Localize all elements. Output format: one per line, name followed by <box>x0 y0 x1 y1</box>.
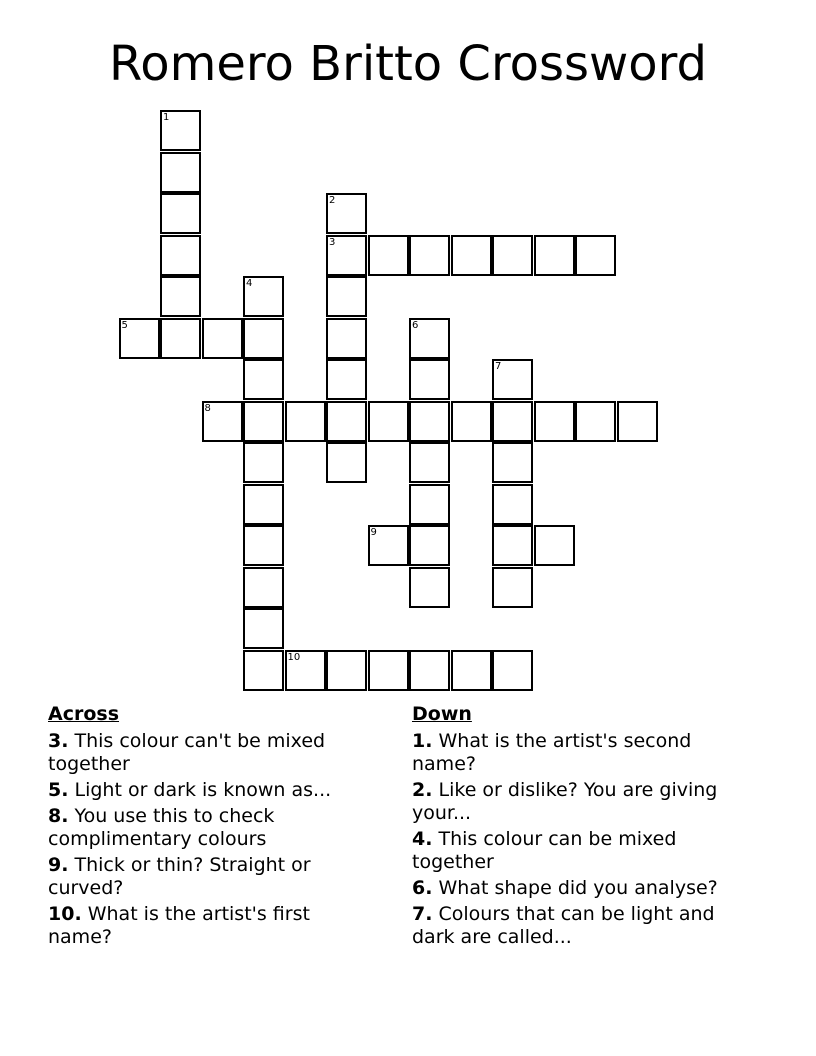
down-heading: Down <box>412 703 472 725</box>
across-heading: Across <box>48 703 120 725</box>
crossword-cell[interactable] <box>243 359 284 400</box>
clue-item <box>48 854 378 900</box>
crossword-cell[interactable] <box>119 318 160 359</box>
clue-item <box>412 730 752 776</box>
crossword-cell[interactable] <box>409 401 450 442</box>
clue-text: This colour can be mixed together <box>412 828 677 873</box>
clue-number: 2. <box>412 779 433 801</box>
crossword-cell[interactable] <box>326 318 367 359</box>
clue-text: This colour can't be mixed together <box>48 730 326 775</box>
crossword-cell[interactable] <box>409 525 450 566</box>
clue-text: What is the artist's second name? <box>412 730 692 775</box>
crossword-cell[interactable] <box>492 567 533 608</box>
crossword-cell[interactable] <box>202 401 243 442</box>
cell-number: 8 <box>204 402 211 414</box>
crossword-cell[interactable] <box>160 235 201 276</box>
crossword-cell[interactable] <box>575 401 616 442</box>
crossword-cell[interactable] <box>409 567 450 608</box>
crossword-cell[interactable] <box>534 525 575 566</box>
crossword-cell[interactable] <box>285 401 326 442</box>
crossword-cell[interactable] <box>492 235 533 276</box>
clue-text: What shape did you analyse? <box>438 877 718 899</box>
clue-item <box>412 903 752 949</box>
clue-text: Colours that can be light and dark are called... <box>412 903 715 948</box>
clue-number: 6. <box>412 877 433 899</box>
crossword-cell[interactable] <box>326 359 367 400</box>
clue-number: 8. <box>48 805 69 827</box>
cell-number: 7 <box>495 361 502 372</box>
clue-item <box>48 730 378 776</box>
clue-text: What is the artist's first name? <box>48 903 310 948</box>
crossword-cell[interactable] <box>285 650 326 691</box>
crossword-cell[interactable] <box>451 401 492 442</box>
crossword-cell[interactable] <box>617 401 658 442</box>
clue-item <box>48 779 378 802</box>
clue-number: 4. <box>412 828 433 850</box>
crossword-cell[interactable] <box>326 276 367 317</box>
clue-item <box>412 779 752 825</box>
crossword-cell[interactable] <box>492 401 533 442</box>
clue-number: 5. <box>48 779 69 801</box>
crossword-cell[interactable] <box>243 401 284 442</box>
crossword-cell[interactable] <box>409 318 450 359</box>
crossword-cell[interactable] <box>243 276 284 317</box>
cell-number: 5 <box>121 319 128 331</box>
clue-number: 10. <box>48 903 82 925</box>
clue-text: Thick or thin? Straight or curved? <box>48 854 311 899</box>
clue-text: Like or dislike? You are giving your... <box>412 779 718 824</box>
crossword-cell[interactable] <box>451 650 492 691</box>
clue-number: 1. <box>412 730 433 752</box>
crossword-cell[interactable] <box>326 235 367 276</box>
crossword-cell[interactable] <box>160 318 201 359</box>
crossword-cell[interactable] <box>492 484 533 525</box>
crossword-cell[interactable] <box>326 650 367 691</box>
clue-text: You use this to check complimentary colours <box>48 805 275 850</box>
crossword-cell[interactable] <box>160 193 201 234</box>
crossword-cell[interactable] <box>492 650 533 691</box>
crossword-cell[interactable] <box>326 193 367 234</box>
crossword-cell[interactable] <box>202 318 243 359</box>
clue-text: Light or dark is known as... <box>74 779 332 801</box>
crossword-cell[interactable] <box>575 235 616 276</box>
crossword-cell[interactable] <box>409 650 450 691</box>
crossword-cell[interactable] <box>243 608 284 649</box>
clue-number: 9. <box>48 854 69 876</box>
cell-number: 9 <box>370 527 377 538</box>
crossword-cell[interactable] <box>534 401 575 442</box>
cell-number: 3 <box>329 236 336 248</box>
cell-number: 10 <box>287 651 301 663</box>
clue-number: 7. <box>412 903 433 925</box>
clue-number: 3. <box>48 730 69 752</box>
across-clues <box>48 703 378 952</box>
clue-item <box>48 903 378 949</box>
crossword-cell[interactable] <box>368 650 409 691</box>
page-title: Romero Britto Crossword <box>109 36 707 92</box>
crossword-cell[interactable] <box>243 442 284 483</box>
crossword-cell[interactable] <box>326 401 367 442</box>
crossword-cell[interactable] <box>451 235 492 276</box>
clue-item <box>412 828 752 874</box>
crossword-cell[interactable] <box>492 525 533 566</box>
crossword-cell[interactable] <box>243 318 284 359</box>
crossword-cell[interactable] <box>243 484 284 525</box>
clue-item <box>48 805 378 851</box>
crossword-cell[interactable] <box>243 525 284 566</box>
crossword-cell[interactable] <box>409 484 450 525</box>
crossword-cell[interactable] <box>160 110 201 151</box>
cell-number: 4 <box>246 278 253 289</box>
crossword-cell[interactable] <box>368 401 409 442</box>
cell-number: 2 <box>329 195 336 206</box>
crossword-cell[interactable] <box>409 442 450 483</box>
clue-item <box>412 877 752 900</box>
crossword-cell[interactable] <box>409 235 450 276</box>
crossword-cell[interactable] <box>368 235 409 276</box>
crossword-cell[interactable] <box>534 235 575 276</box>
crossword-cell[interactable] <box>160 276 201 317</box>
crossword-cell[interactable] <box>409 359 450 400</box>
crossword-cell[interactable] <box>492 359 533 400</box>
crossword-cell[interactable] <box>492 442 533 483</box>
down-clues <box>412 703 752 952</box>
crossword-cell[interactable] <box>368 525 409 566</box>
crossword-cell[interactable] <box>326 442 367 483</box>
crossword-cell[interactable] <box>160 152 201 193</box>
crossword-cell[interactable] <box>243 567 284 608</box>
crossword-cell[interactable] <box>243 650 284 691</box>
cell-number: 1 <box>163 112 170 123</box>
cell-number: 6 <box>412 319 419 331</box>
